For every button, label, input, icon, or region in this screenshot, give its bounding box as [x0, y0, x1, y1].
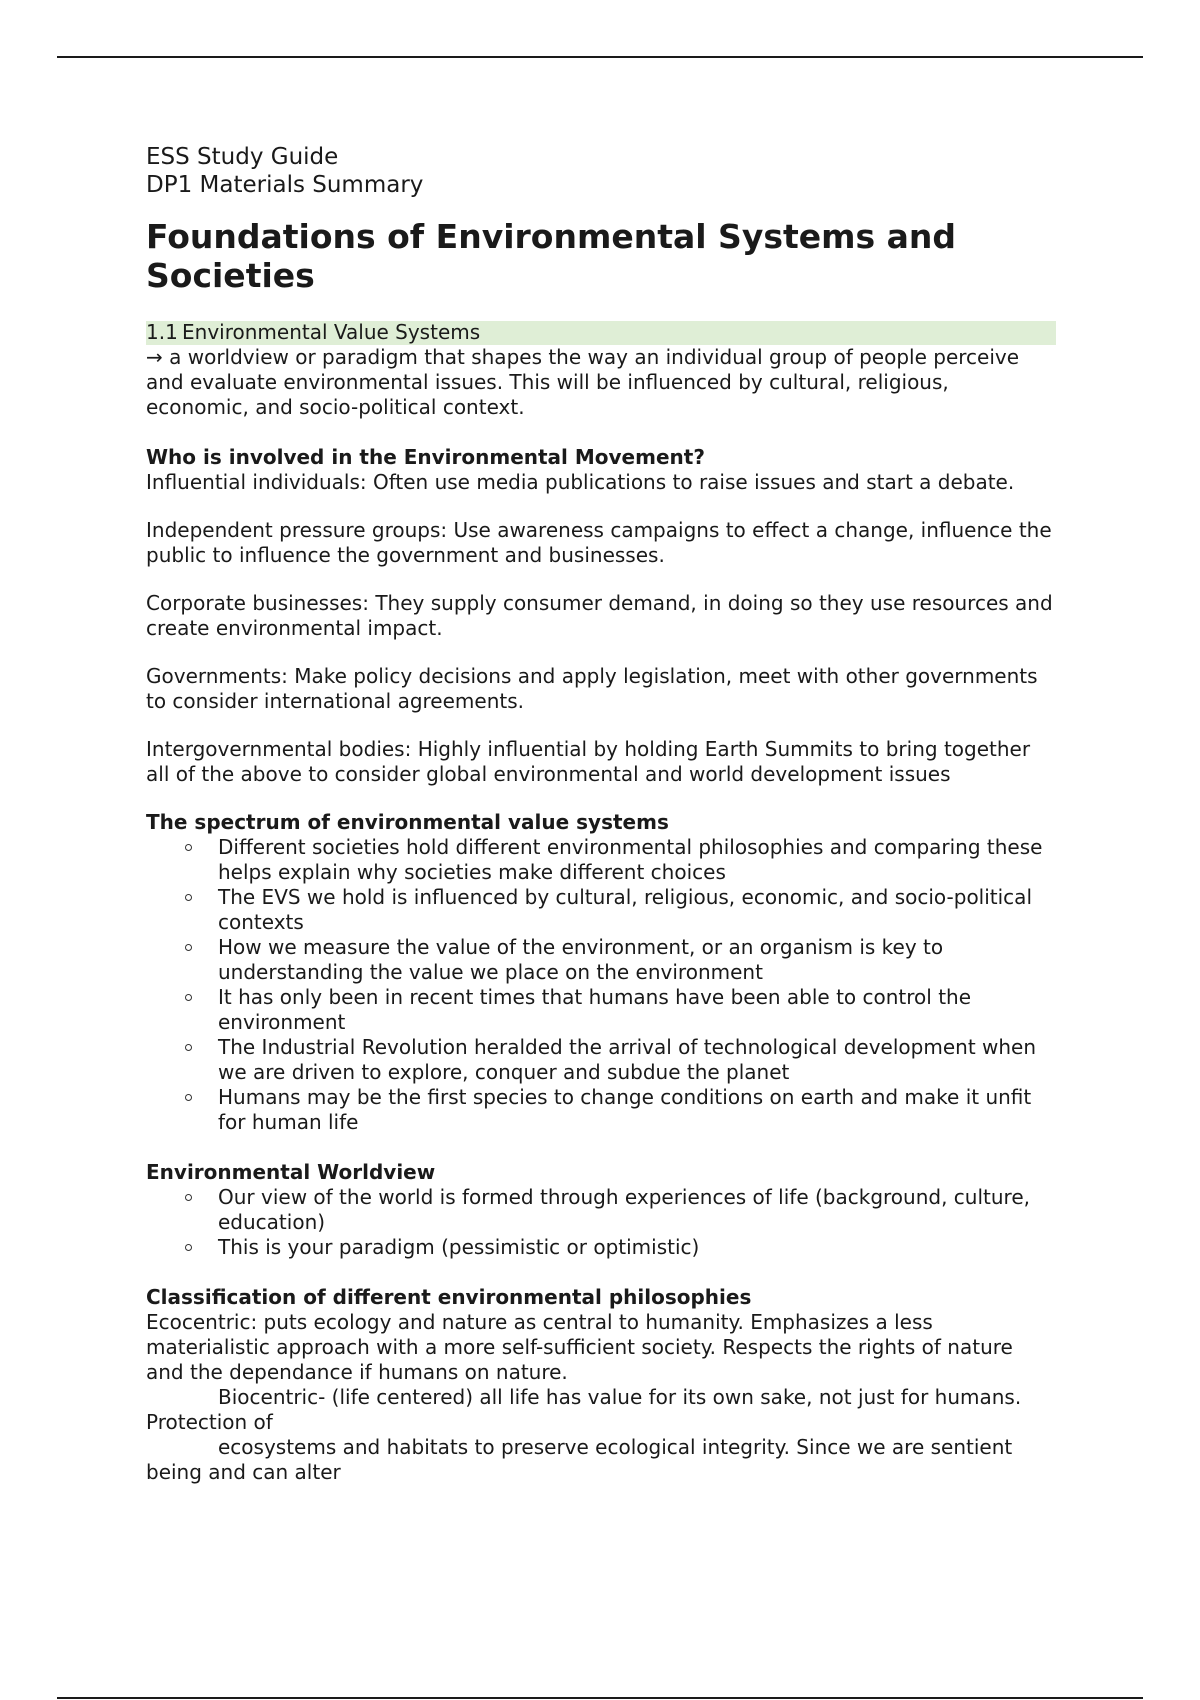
section-number: 1.1 — [146, 320, 178, 344]
circle-bullet-icon — [185, 1094, 192, 1101]
list-item: This is your paradigm (pessimistic or optimistic) — [146, 1235, 1056, 1260]
worldview-list — [146, 1185, 1056, 1260]
section-definition: → a worldview or paradigm that shapes the way an individual group of people perceive and evaluate environmental issues. This will be influenced by cultural, religious, economic, and socio-political context. — [146, 345, 1020, 419]
movement-paragraph: Independent pressure groups: Use awareness campaigns to effect a change, influence the public to influence the government and businesses. — [146, 518, 1052, 567]
section-header — [146, 321, 1056, 345]
circle-bullet-icon — [185, 944, 192, 951]
list-item: The Industrial Revolution heralded the arrival of technological development when we are driven to explore, conquer and subdue the planet — [146, 1035, 1056, 1085]
list-item: How we measure the value of the environment, or an organism is key to understanding the value we place on the environment — [146, 935, 1056, 985]
spectrum-heading: The spectrum of environmental value systems — [146, 810, 669, 834]
biocentric-line-2: ecosystems and habitats to preserve ecological integrity. Since we are sentient being and can alter — [146, 1435, 1013, 1484]
circle-bullet-icon — [185, 844, 192, 851]
document-body — [146, 143, 1056, 1485]
doc-meta — [146, 143, 1056, 199]
list-item: It has only been in recent times that humans have been able to control the environment — [146, 985, 1056, 1035]
bottom-rule — [57, 1697, 1143, 1699]
movement-heading: Who is involved in the Environmental Movement? — [146, 445, 705, 469]
list-item: Our view of the world is formed through experiences of life (background, culture, education) — [146, 1185, 1056, 1235]
doc-meta-line-1: ESS Study Guide — [146, 144, 339, 170]
circle-bullet-icon — [185, 1194, 192, 1201]
doc-meta-line-2: DP1 Materials Summary — [146, 172, 424, 198]
list-item: The EVS we hold is influenced by cultural, religious, economic, and socio-political contexts — [146, 885, 1056, 935]
circle-bullet-icon — [185, 894, 192, 901]
classification-heading: Classification of different environmental philosophies — [146, 1285, 752, 1309]
movement-paragraph: Corporate businesses: They supply consumer demand, in doing so they use resources and create environmental impact. — [146, 591, 1053, 640]
biocentric-paragraph-cont — [146, 1435, 1056, 1485]
movement-paragraph: Influential individuals: Often use media publications to raise issues and start a debate. — [146, 470, 1015, 494]
list-item: Different societies hold different environmental philosophies and comparing these helps explain why societies make different choices — [146, 835, 1056, 885]
circle-bullet-icon — [185, 1244, 192, 1251]
ecocentric-paragraph: Ecocentric: puts ecology and nature as central to humanity. Emphasizes a less materialistic approach with a more self-sufficient society. Respects the rights of nature and the dependance if humans on nature. — [146, 1310, 1013, 1384]
spectrum-list — [146, 835, 1056, 1135]
movement-paragraph: Governments: Make policy decisions and apply legislation, meet with other governments to consider international agreements. — [146, 664, 1038, 713]
biocentric-line-1: Biocentric- (life centered) all life has value for its own sake, not just for humans. Protection of — [146, 1385, 1022, 1434]
list-item: Humans may be the first species to change conditions on earth and make it unfit for human life — [146, 1085, 1056, 1135]
page-title: Foundations of Environmental Systems and Societies — [146, 217, 957, 295]
top-rule — [57, 56, 1143, 58]
biocentric-paragraph — [146, 1385, 1056, 1435]
circle-bullet-icon — [185, 994, 192, 1001]
worldview-heading: Environmental Worldview — [146, 1160, 436, 1184]
movement-paragraph: Intergovernmental bodies: Highly influential by holding Earth Summits to bring together all of the above to consider global environmental and world development issues — [146, 737, 1031, 786]
section-title: Environmental Value Systems — [182, 320, 481, 344]
circle-bullet-icon — [185, 1044, 192, 1051]
